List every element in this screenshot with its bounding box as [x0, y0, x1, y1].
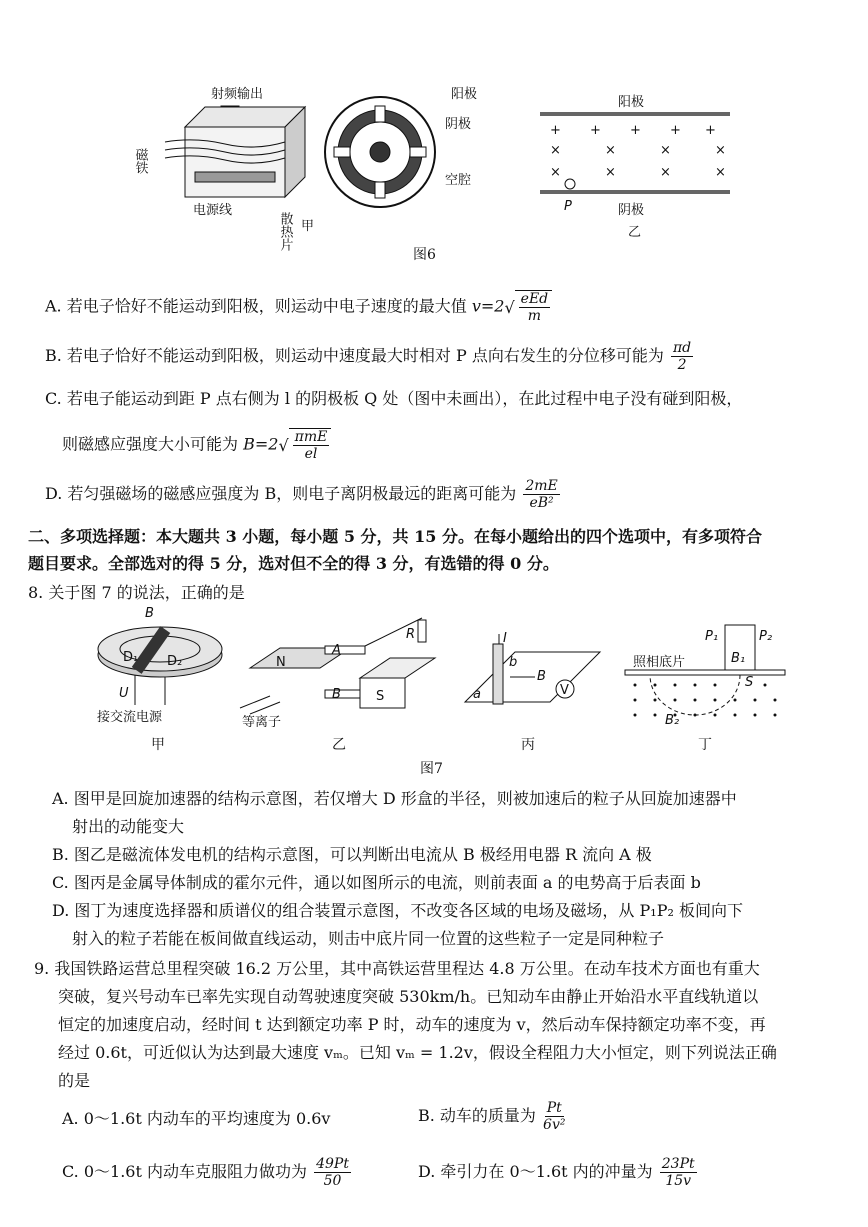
power-line-label: 电源线 — [193, 203, 233, 218]
svg-text:+: + — [590, 123, 601, 138]
mhd-R: R — [406, 627, 416, 642]
point-P-label: P — [564, 199, 572, 214]
hall-voltmeter: V — [560, 683, 569, 698]
mhd-plasma: 等离子 — [242, 715, 282, 730]
mhd-S: S — [376, 689, 385, 704]
cavity-label: 空腔 — [445, 173, 472, 188]
fig7-caption: 图7 — [420, 761, 443, 777]
q9-stem-line3: 恒定的加速度启动，经时间 t 达到额定功率 P 时，动车的速度为 v，然后动车保持额定功率不变，再 — [58, 1015, 766, 1034]
spec-S: S — [745, 675, 754, 690]
cyclotron-D1: D₁ — [123, 650, 139, 665]
q8-option-d-line2: 射入的粒子若能在板间做直线运动，则击中底片同一位置的这些粒子一定是同种粒子 — [72, 929, 665, 948]
section2-line2: 题目要求。全部选对的得 5 分，选对但不全的得 3 分，有选错的得 0 分。 — [28, 554, 559, 573]
q7-option-b: B. 若电子恰好不能运动到阳极，则运动中速度最大时相对 P 点向右发生的分位移可能为 $\frac{\pi d}{2}$ — [45, 340, 692, 373]
spec-B2: B₂ — [665, 713, 680, 728]
svg-text:×: × — [550, 143, 561, 158]
svg-text:×: × — [550, 165, 561, 180]
svg-text:+: + — [630, 123, 641, 138]
spec-P1: P₁ — [705, 629, 719, 644]
mhd-generator-diagram — [240, 608, 440, 728]
cathode-label: 阴极 — [445, 117, 472, 132]
fig6-caption: 图6 — [413, 247, 436, 263]
fig7-ding-label: 丁 — [698, 737, 712, 753]
hall-I: I — [503, 631, 507, 646]
cyclotron-diagram — [95, 605, 230, 735]
hall-b: b — [509, 655, 518, 670]
hall-a: a — [473, 687, 481, 702]
hall-element-diagram — [455, 632, 605, 732]
spec-film: 照相底片 — [633, 655, 686, 670]
q9-option-a: A. 0～1.6t 内动车的平均速度为 0.6v — [62, 1109, 331, 1128]
cathode-label-yi: 阴极 — [618, 203, 645, 218]
q9-option-b: B. 动车的质量为 $\frac{Pt}{\text{6v²}}$ — [418, 1100, 566, 1133]
svg-text:+: + — [550, 123, 561, 138]
cyclotron-power: 接交流电源 — [97, 710, 163, 725]
q7-option-c-line2: 则磁感应强度大小可能为 B=2√ $\frac{\text{πmE}}{el}$ — [62, 428, 331, 462]
q7-option-a: A. 若电子恰好不能运动到阳极，则运动中电子速度的最大值 v=2√ $\frac{\text{eEd}}{m}$ — [45, 290, 552, 324]
fig7-bing-label: 丙 — [521, 737, 535, 753]
svg-text:×: × — [660, 165, 671, 180]
mass-spectrometer-diagram — [625, 620, 785, 735]
electron-plates-diagram — [540, 92, 740, 240]
q8-option-b: B. 图乙是磁流体发电机的结构示意图，可以判断出电流从 B 极经用电器 R 流向 A 极 — [52, 845, 652, 864]
q9-option-d: D. 牵引力在 0～1.6t 内的冲量为 $\frac{23Pt}{15v}$ — [418, 1156, 695, 1189]
q9-option-c: C. 0～1.6t 内动车克服阻力做功为 $\frac{49Pt}{50}$ — [62, 1156, 349, 1189]
q8-option-d-line1: D. 图丁为速度选择器和质谱仪的组合装置示意图，不改变各区域的电场及磁场，从 P₁P₂ 板间向下 — [52, 901, 743, 920]
svg-text:×: × — [605, 143, 616, 158]
q7-option-d: D. 若匀强磁场的磁感应强度为 B，则电子离阴极最远的距离可能为 $\frac{2mE}{\text{eB²}}$ — [45, 478, 558, 511]
fig6-yi-label: 乙 — [628, 225, 642, 240]
anode-label: 阳极 — [451, 87, 478, 102]
q9-stem-line5: 的是 — [58, 1071, 91, 1090]
hall-B: B — [537, 669, 546, 684]
magnet-label: 磁铁 — [132, 148, 148, 174]
mhd-B: B — [332, 687, 341, 702]
rf-output-label: 射频输出 — [211, 87, 264, 102]
cyclotron-D2: D₂ — [167, 654, 183, 669]
svg-text:×: × — [605, 165, 616, 180]
svg-text:+: + — [705, 123, 716, 138]
svg-text:×: × — [715, 165, 726, 180]
q8-stem: 8. 关于图 7 的说法，正确的是 — [28, 583, 245, 602]
fig7-yi-label: 乙 — [332, 737, 346, 753]
fig6-jia-label: 甲 — [301, 219, 315, 234]
fig7-jia-label: 甲 — [151, 737, 165, 753]
magnetron-diagram — [132, 82, 478, 251]
heat-sink-label: 散热片 — [277, 212, 293, 251]
q9-stem-line1: 9. 我国铁路运营总里程突破 16.2 万公里，其中高铁运营里程达 4.8 万公里。在动车技术方面也有重大 — [34, 959, 760, 978]
svg-text:+: + — [670, 123, 681, 138]
q8-option-c: C. 图丙是金属导体制成的霍尔元件，通以如图所示的电流，则前表面 a 的电势高于后表面 b — [52, 873, 701, 892]
q7-option-c-line1: C. 若电子能运动到距 P 点右侧为 l 的阴极板 Q 处（图中未画出），在此过程中电子没有碰到阳极， — [45, 389, 743, 408]
spec-P2: P₂ — [759, 629, 773, 644]
mhd-N: N — [276, 655, 286, 670]
q8-option-a-line2: 射出的动能变大 — [72, 817, 185, 836]
svg-text:×: × — [660, 143, 671, 158]
mhd-A: A — [332, 643, 341, 658]
q8-option-a-line1: A. 图甲是回旋加速器的结构示意图，若仅增大 D 形盒的半径，则被加速后的粒子从回旋加速器中 — [52, 789, 737, 808]
section2-line1: 二、多项选择题：本大题共 3 小题，每小题 5 分，共 15 分。在每小题给出的四个选项中，有多项符合 — [28, 527, 762, 546]
cyclotron-U: U — [119, 686, 129, 701]
svg-text:×: × — [715, 143, 726, 158]
spec-B1: B₁ — [731, 651, 746, 666]
q9-stem-line4: 经过 0.6t，可近似认为达到最大速度 vₘ。已知 vₘ = 1.2v，假设全程阻力大小恒定，则下列说法正确 — [58, 1043, 777, 1062]
cyclotron-B: B — [145, 606, 154, 621]
anode-label-yi: 阳极 — [618, 95, 645, 110]
q9-stem-line2: 突破，复兴号动车已率先实现自动驾驶速度突破 530km/h。已知动车由静止开始沿水平直线轨道以 — [58, 987, 759, 1006]
